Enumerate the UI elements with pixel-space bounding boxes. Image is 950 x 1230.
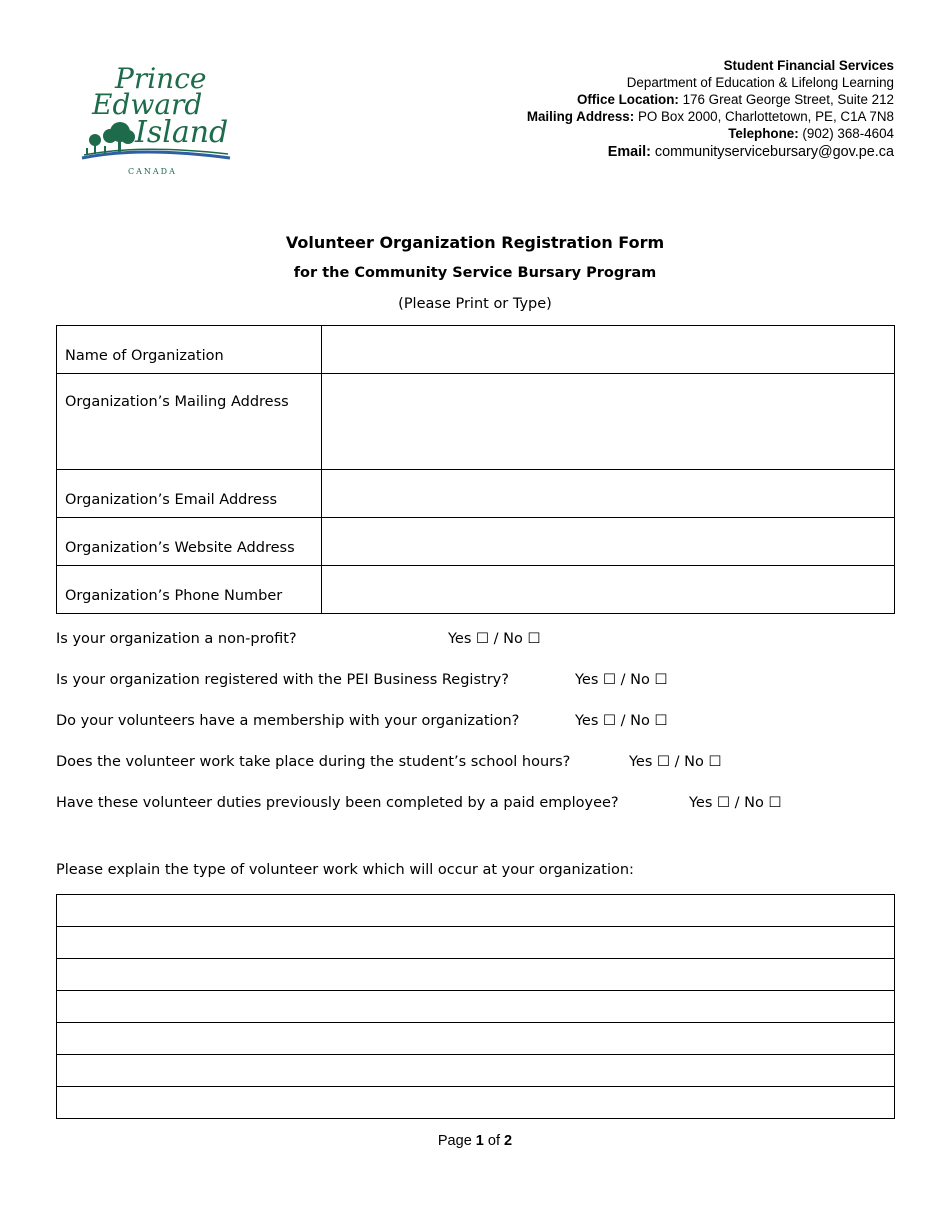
form-subtitle: for the Community Service Bursary Program bbox=[293, 265, 657, 281]
page-number: Page 1 of 2 bbox=[437, 1133, 513, 1149]
yes-no-checkbox[interactable]: Yes ☐ / No ☐ bbox=[448, 631, 541, 647]
field-label: Organization’s Website Address bbox=[57, 518, 322, 566]
explain-line[interactable] bbox=[57, 927, 894, 959]
logo-prince: Prince bbox=[115, 62, 207, 95]
field-label: Organization’s Email Address bbox=[57, 470, 322, 518]
table-row bbox=[57, 470, 895, 518]
explain-label: Please explain the type of volunteer work which will occur at your organization: bbox=[56, 862, 634, 878]
mailing-address-field[interactable] bbox=[322, 374, 895, 470]
organization-name-field[interactable] bbox=[322, 326, 895, 374]
explain-line[interactable] bbox=[57, 895, 894, 927]
table-row bbox=[57, 326, 895, 374]
yes-no-checkbox[interactable]: Yes ☐ / No ☐ bbox=[629, 754, 722, 770]
question-text: Is your organization registered with the PEI Business Registry? bbox=[56, 672, 509, 688]
table-row bbox=[57, 518, 895, 566]
question-text: Does the volunteer work take place during the student’s school hours? bbox=[56, 754, 571, 770]
form-title: Volunteer Organization Registration Form bbox=[285, 233, 665, 252]
explain-line[interactable] bbox=[57, 1023, 894, 1055]
email-address-field[interactable] bbox=[322, 470, 895, 518]
explain-lines-box bbox=[56, 894, 895, 1119]
explain-line[interactable] bbox=[57, 991, 894, 1023]
email-link[interactable]: communityservicebursary@gov.pe.ca bbox=[654, 144, 894, 160]
question-non-profit bbox=[56, 631, 541, 647]
question-business-registry bbox=[56, 672, 668, 688]
contact-block bbox=[527, 57, 894, 163]
telephone: Telephone: (902) 368-4604 bbox=[728, 126, 894, 141]
table-row bbox=[57, 566, 895, 614]
logo-canada: CANADA bbox=[128, 167, 177, 176]
phone-number-field[interactable] bbox=[322, 566, 895, 614]
question-paid-employee bbox=[56, 795, 782, 811]
field-label: Organization’s Mailing Address bbox=[57, 374, 322, 470]
question-school-hours bbox=[56, 754, 722, 770]
email: Email: communityservicebursary@gov.pe.ca bbox=[607, 144, 894, 160]
organization-info-table bbox=[56, 325, 895, 614]
website-address-field[interactable] bbox=[322, 518, 895, 566]
explain-line[interactable] bbox=[57, 959, 894, 991]
field-label: Organization’s Phone Number bbox=[57, 566, 322, 614]
explain-line[interactable] bbox=[57, 1087, 894, 1118]
dept-name: Department of Education & Lifelong Learning bbox=[626, 75, 894, 90]
yes-no-checkbox[interactable]: Yes ☐ / No ☐ bbox=[575, 672, 668, 688]
logo-island: Island bbox=[135, 115, 229, 150]
question-text: Do your volunteers have a membership with your organization? bbox=[56, 713, 520, 729]
form-instruction: (Please Print or Type) bbox=[398, 296, 552, 312]
pei-logo bbox=[80, 62, 240, 178]
yes-no-checkbox[interactable]: Yes ☐ / No ☐ bbox=[575, 713, 668, 729]
yes-no-checkbox[interactable]: Yes ☐ / No ☐ bbox=[689, 795, 782, 811]
question-text: Is your organization a non-profit? bbox=[56, 631, 297, 647]
question-membership bbox=[56, 713, 668, 729]
field-label: Name of Organization bbox=[57, 326, 322, 374]
dept-title: Student Financial Services bbox=[723, 58, 894, 73]
logo-edward: Edward bbox=[92, 88, 203, 121]
question-text: Have these volunteer duties previously been completed by a paid employee? bbox=[56, 795, 619, 811]
office-location: Office Location: 176 Great George Street, Suite 212 bbox=[576, 92, 894, 107]
mailing-address: Mailing Address: PO Box 2000, Charlottetown, PE, C1A 7N8 bbox=[526, 109, 894, 124]
explain-line[interactable] bbox=[57, 1055, 894, 1087]
table-row bbox=[57, 374, 895, 470]
